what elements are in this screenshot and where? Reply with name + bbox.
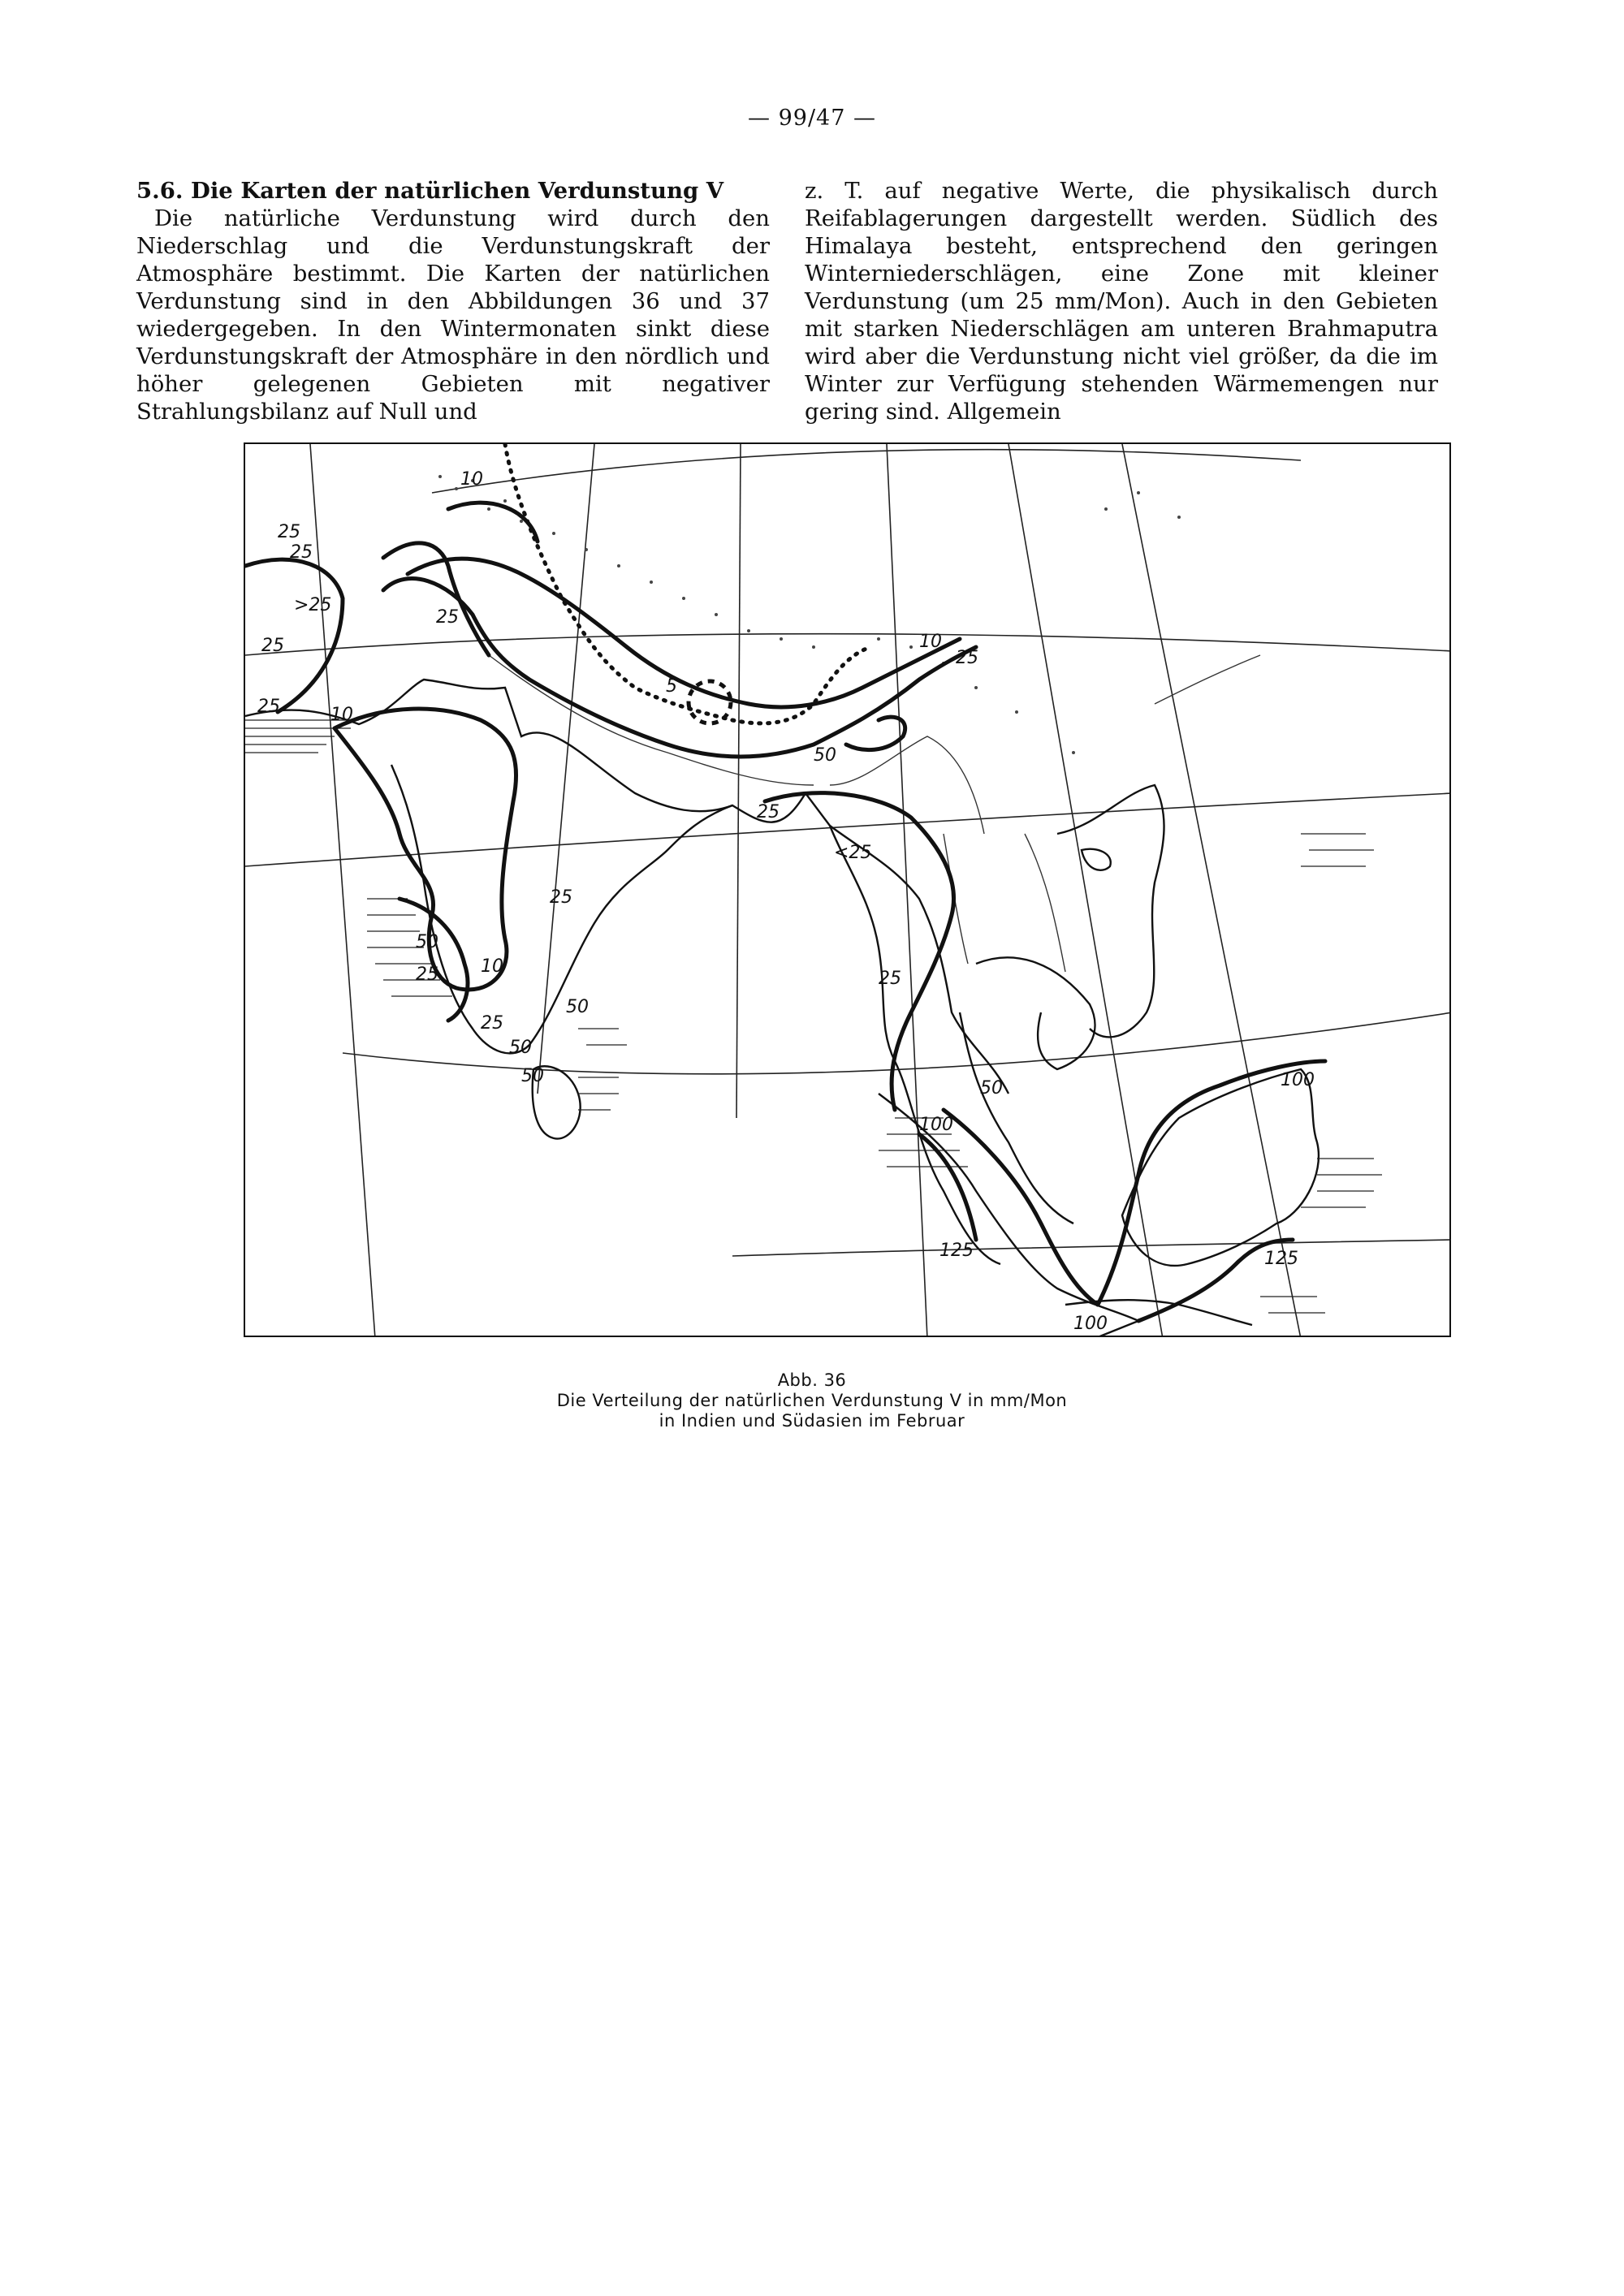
isoline-label: 25 — [550, 887, 572, 908]
isoline-label: 50 — [566, 997, 589, 1017]
borneo — [1122, 1069, 1319, 1266]
isoline-label: 50 — [980, 1078, 1003, 1098]
isoline-label: 10 — [330, 705, 353, 725]
left-column — [136, 177, 770, 425]
isoline-label: 25 — [261, 636, 284, 656]
mountain-stipple — [438, 475, 1181, 754]
section-heading: 5.6. Die Karten der natürlichen Verdunstung V — [136, 178, 724, 204]
isolines — [245, 503, 1325, 1321]
hainan — [1082, 849, 1111, 870]
isoline-label: 25 — [481, 1013, 503, 1034]
isoline-label: 10 — [481, 956, 503, 977]
caption-figure-number: Abb. 36 — [777, 1370, 847, 1390]
isoline-label: 25 — [416, 965, 438, 985]
figure-caption — [0, 1370, 1624, 1431]
longitude-line — [538, 444, 594, 1094]
latitude-line — [245, 634, 1451, 655]
isoline-label: 100 — [919, 1115, 953, 1135]
isoline-label: 50 — [509, 1038, 532, 1058]
isoline-label: 50 — [416, 932, 438, 952]
isoline-labels — [257, 469, 1315, 1334]
isoline-label: 25 — [956, 648, 978, 668]
isoline — [383, 579, 976, 757]
right-column — [805, 177, 1438, 425]
isoline-label: 25 — [290, 542, 313, 563]
right-column-text: z. T. auf negative Werte, die physikalisch durch Reifablagerungen dargestellt werden. Südlich des Himalaya besteht, entsprechend den geringen Winterniederschlägen, eine Zone mit kleiner Verdunstung (um 25 mm/Mon). Auch in den Gebieten mit starken Niederschlägen am unteren Brahmaputra wird aber die Verdunstung nicht viel größer, da die im Winter zur Verfügung stehenden Wärmemengen nur gering sind. Allgemein — [805, 178, 1438, 425]
isoline-label: 25 — [257, 697, 280, 717]
isoline-label: 25 — [879, 969, 901, 989]
caption-title-line1: Die Verteilung der natürlichen Verdunstung V in mm/Mon — [556, 1391, 1068, 1410]
evaporation-map — [244, 442, 1451, 1337]
longitude-line — [736, 444, 741, 1118]
isoline-label: 5 — [666, 676, 677, 697]
isoline-label: 125 — [1264, 1249, 1298, 1269]
coastal-hatching — [245, 720, 1382, 1313]
isoline-label: 50 — [521, 1066, 544, 1086]
left-column-text: Die natürliche Verdunstung wird durch den Niederschlag und die Verdunstungskraft der Atmosphäre bestimmt. Die Karten der natürlichen Verdunstung sind in den Abbildungen 36 und 37 wiedergegeben. In den Wintermonaten sinkt diese Verdunstungskraft der Atmosphäre in den nördlich und höher gelegenen Gebieten mit negativer Strahlungsbilanz auf Null und — [136, 205, 770, 425]
isoline-label: 100 — [1073, 1314, 1108, 1334]
map-drawing — [245, 444, 1451, 1337]
isoline-label: 25 — [757, 802, 780, 822]
coastlines — [245, 680, 1319, 1337]
caption-title-line2: in Indien und Südasien im Februar — [659, 1411, 965, 1431]
isoline-label: >25 — [294, 595, 332, 615]
isoline-label: 10 — [919, 632, 942, 652]
isoline — [448, 503, 538, 542]
isoline-label: 10 — [460, 469, 483, 490]
isoline-label: <25 — [834, 843, 872, 863]
isoline-label: 25 — [278, 522, 300, 542]
latitude-line — [432, 450, 1301, 493]
rivers — [489, 655, 1260, 972]
longitude-line — [887, 444, 927, 1337]
isoline-label: 125 — [939, 1241, 974, 1261]
isoline — [408, 559, 960, 707]
longitude-line — [1122, 444, 1301, 1337]
isoline-label: 100 — [1281, 1070, 1315, 1090]
isoline-label: 25 — [436, 607, 459, 628]
southeast-asia-coast — [830, 826, 1095, 1094]
longitude-line — [310, 444, 375, 1337]
dotted-boundary — [505, 444, 870, 723]
page-number: — 99/47 — — [748, 106, 876, 131]
isoline — [765, 793, 954, 1110]
graticule — [245, 444, 1451, 1337]
isoline-label: 50 — [814, 745, 836, 766]
latitude-line — [732, 1240, 1451, 1256]
